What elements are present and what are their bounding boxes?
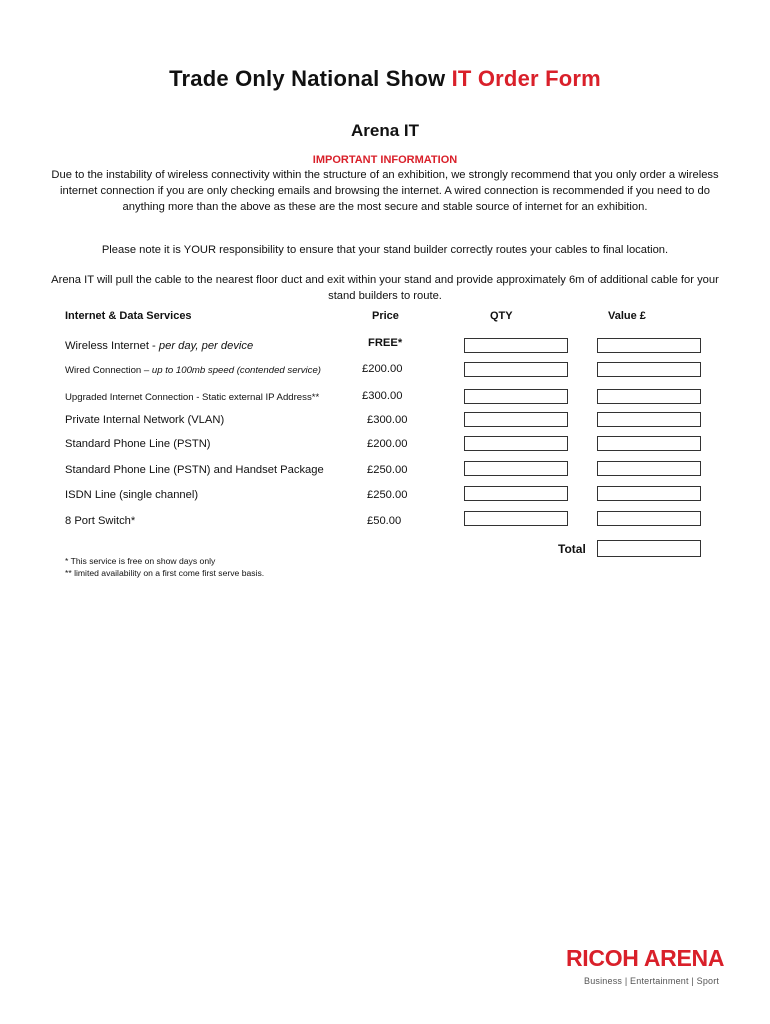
title-main: Trade Only National Show [169,66,446,91]
qty-input-pstn-handset[interactable] [464,461,568,476]
price-wired: £200.00 [362,363,403,375]
total-label: Total [558,542,586,556]
column-header-qty: QTY [490,310,513,322]
column-header-price: Price [372,310,399,322]
service-label-wireless: Wireless Internet - per day, per device [65,340,254,352]
price-switch: £50.00 [367,515,402,527]
price-wireless: FREE* [368,337,403,349]
service-label-switch: 8 Port Switch* [65,515,136,527]
service-label-isdn: ISDN Line (single channel) [65,489,199,501]
value-input-isdn[interactable] [597,486,701,501]
value-input-pstn-handset[interactable] [597,461,701,476]
column-header-value: Value £ [608,310,646,322]
total-value-input[interactable] [597,540,701,557]
price-upgraded: £300.00 [362,390,403,402]
info-paragraph-cabling: Arena IT will pull the cable to the nearest floor duct and exit within your stand and provide approximately 6m of additional cable for your stand builders to route. [51,274,719,302]
qty-input-pstn[interactable] [464,436,568,451]
footnote-free-show-days: * This service is free on show days only [65,556,216,566]
value-input-wireless[interactable] [597,338,701,353]
price-vlan: £300.00 [367,414,408,426]
column-header-service: Internet & Data Services [65,310,192,322]
page-subtitle: Arena IT [350,121,420,140]
page-title [0,66,770,92]
value-input-pstn[interactable] [597,436,701,451]
price-pstn-handset: £250.00 [367,464,408,476]
qty-input-wired[interactable] [464,362,568,377]
service-label-pstn: Standard Phone Line (PSTN) [65,438,211,450]
footnote-limited-availability: ** limited availability on a first come first serve basis. [65,568,265,578]
title-accent: IT Order Form [451,66,601,91]
info-paragraph-wireless: Due to the instability of wireless connectivity within the structure of an exhibition, we strongly recommend that you only order a wireless internet connection if you are only checking emails and browsing the internet. A wired connection is recommended if you need to do anything more than the above as these are the most secure and stable source of internet for an exhibition. [51,169,719,213]
service-label-wired: Wired Connection – up to 100mb speed (contended service) [65,365,321,376]
value-input-vlan[interactable] [597,412,701,427]
info-paragraph-responsibility: Please note it is YOUR responsibility to ensure that your stand builder correctly routes your cables to final location. [101,244,669,256]
logo-tagline: Business | Entertainment | Sport [584,976,720,986]
value-input-wired[interactable] [597,362,701,377]
price-isdn: £250.00 [367,489,408,501]
service-label-vlan: Private Internal Network (VLAN) [65,414,225,426]
price-pstn: £200.00 [367,438,408,450]
important-heading: IMPORTANT INFORMATION [312,154,458,166]
value-input-switch[interactable] [597,511,701,526]
service-label-pstn-handset: Standard Phone Line (PSTN) and Handset Package [65,464,324,476]
qty-input-vlan[interactable] [464,412,568,427]
service-label-upgraded: Upgraded Internet Connection - Static external IP Address** [65,392,320,403]
qty-input-upgraded[interactable] [464,389,568,404]
ricoh-arena-logo [566,944,734,986]
qty-input-isdn[interactable] [464,486,568,501]
logo-wordmark: RICOH ARENA [566,945,725,971]
value-input-upgraded[interactable] [597,389,701,404]
qty-input-switch[interactable] [464,511,568,526]
qty-input-wireless[interactable] [464,338,568,353]
